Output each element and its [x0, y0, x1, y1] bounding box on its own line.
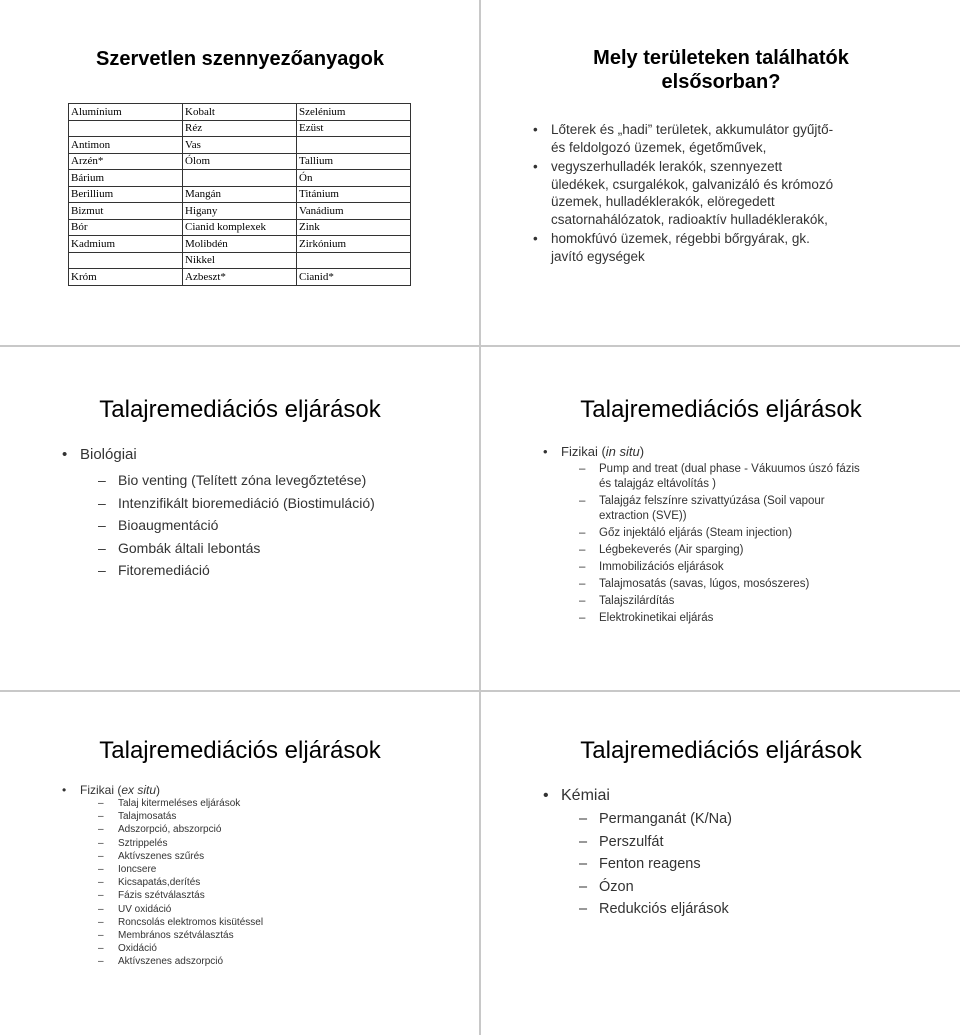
title-line: elsősorban? — [661, 71, 781, 93]
table-cell — [297, 137, 411, 154]
bullet-line: • vegyszerhulladék lerakók, szennyezett — [551, 159, 783, 174]
slide-physical-ex-situ — [0, 691, 480, 1035]
bullet-item — [539, 785, 949, 921]
table-cell — [297, 252, 411, 269]
sub-item: – Talajmosatás (savas, lúgos, mosószeres) — [579, 577, 960, 592]
bullet-italic: in situ — [605, 444, 640, 459]
sub-item: – Intenzifikált bioremediáció (Biostimuláció) — [98, 492, 486, 515]
bullet-end: ) — [639, 444, 645, 459]
table-cell: Ezüst — [297, 120, 411, 137]
sub-item: – Gőz injektáló eljárás (Steam injection) — [579, 526, 960, 541]
bullet-italic: ex situ — [121, 783, 157, 797]
bullet-label: • Biológiai — [80, 446, 137, 463]
sub-item: – Permanganát (K/Na) — [579, 808, 960, 831]
table-cell: Titánium — [297, 186, 411, 203]
table-cell — [69, 252, 183, 269]
sub-item: – Gombák általi lebontás — [98, 537, 486, 560]
sub-item: – Fitoremediáció — [98, 559, 486, 582]
table-cell: Króm — [69, 269, 183, 286]
bullet-text: Fizikai ( — [561, 444, 606, 459]
bullet-item — [529, 158, 949, 228]
sub-item: – Elektrokinetikai eljárás — [579, 611, 960, 626]
sub-item: – Talaj kitermeléses eljárások — [98, 797, 486, 810]
bullet-text: Fizikai ( — [80, 783, 122, 797]
bullet-line: • Lőterek és „hadi” területek, akkumulátor gyűjtő- — [551, 122, 834, 137]
sub-item — [579, 462, 960, 492]
table-cell: Vanádium — [297, 203, 411, 220]
table-cell: Bór — [69, 219, 183, 236]
table-cell: Kobalt — [183, 104, 297, 121]
method-list — [58, 782, 468, 969]
table-cell: Azbeszt* — [183, 269, 297, 286]
table-cell: Vas — [183, 137, 297, 154]
table-cell: Ón — [297, 170, 411, 187]
method-list — [58, 445, 468, 582]
table-cell: Cianid* — [297, 269, 411, 286]
sub-item — [579, 494, 960, 524]
sub-list — [579, 808, 960, 921]
method-list — [539, 443, 949, 626]
sub-list — [98, 469, 486, 582]
table-cell — [183, 170, 297, 187]
sub-item: – Aktívszenes adszorpció — [98, 955, 486, 968]
table-cell: Réz — [183, 120, 297, 137]
slide-inorganic-pollutants — [0, 0, 480, 346]
sub-item: – Ózon — [579, 876, 960, 899]
table-row — [69, 137, 411, 154]
table-cell: Kadmium — [69, 236, 183, 253]
sub-item: – Roncsolás elektromos kisütéssel — [98, 916, 486, 929]
sub-item-line: – Pump and treat (dual phase - Vákuumos úszó fázis — [599, 463, 860, 475]
table-cell: Bárium — [69, 170, 183, 187]
table-cell: Zink — [297, 219, 411, 236]
table-row — [69, 203, 411, 220]
bullet-label — [80, 782, 468, 798]
slide-title — [481, 46, 960, 94]
sub-item: – Fázis szétválasztás — [98, 889, 486, 902]
sub-item: – Membrános szétválasztás — [98, 929, 486, 942]
table-row — [69, 120, 411, 137]
table-cell: Nikkel — [183, 252, 297, 269]
slide-title: Talajremediációs eljárások — [580, 737, 862, 764]
bullet-line: javító egységek — [551, 248, 645, 264]
sub-item: – Fenton reagens — [579, 853, 960, 876]
bullet-line: és feldolgozó üzemek, égetőművek, — [551, 139, 767, 155]
sub-item: – Oxidáció — [98, 942, 486, 955]
bullet-label: • Kémiai — [561, 787, 610, 804]
table-row — [69, 153, 411, 170]
slide-title: Talajremediációs eljárások — [99, 396, 381, 423]
method-list — [539, 785, 949, 921]
slide-locations — [480, 0, 960, 346]
sub-item-line: – Talajgáz felszínre szivattyúzása (Soil vapour — [599, 495, 825, 507]
sub-list — [98, 797, 486, 969]
bullet-item — [539, 443, 949, 626]
bullet-end: ) — [156, 783, 161, 797]
sub-item-line: extraction (SVE)) — [599, 510, 687, 522]
sub-item: – Kicsapatás,derítés — [98, 876, 486, 889]
table-cell: Mangán — [183, 186, 297, 203]
table-row — [69, 269, 411, 286]
table-cell: Antimon — [69, 137, 183, 154]
sub-item: – Immobilizációs eljárások — [579, 560, 960, 575]
slide-title: Talajremediációs eljárások — [99, 737, 381, 764]
slide-physical-in-situ — [480, 346, 960, 691]
table-cell: Bizmut — [69, 203, 183, 220]
table-row — [69, 252, 411, 269]
sub-item: – Redukciós eljárások — [579, 898, 960, 921]
sub-item: – Bio venting (Telített zóna levegőztetése) — [98, 469, 486, 492]
bullet-item — [529, 121, 949, 156]
table-cell: Berillium — [69, 186, 183, 203]
table-cell: Tallium — [297, 153, 411, 170]
table-row — [69, 219, 411, 236]
bullet-label — [561, 443, 949, 461]
location-bullets — [529, 121, 949, 265]
bullet-item — [58, 445, 468, 582]
slide-title: Talajremediációs eljárások — [580, 396, 862, 423]
table-cell: Szelénium — [297, 104, 411, 121]
sub-item-line: és talajgáz eltávolítás ) — [599, 478, 716, 490]
slide-biological-methods — [0, 346, 480, 691]
bullet-line: üzemek, hulladéklerakók, elöregedett — [551, 194, 775, 209]
sub-item: – Légbekeverés (Air sparging) — [579, 543, 960, 558]
table-row — [69, 236, 411, 253]
table-row — [69, 104, 411, 121]
table-cell: Zirkónium — [297, 236, 411, 253]
table-row — [69, 186, 411, 203]
table-row — [69, 170, 411, 187]
bullet-item — [58, 782, 468, 969]
sub-list — [579, 462, 960, 626]
bullet-line: csatornahálózatok, radioaktív hulladéklerakók, — [551, 211, 828, 227]
bullet-item — [529, 230, 949, 265]
table-cell: Alumínium — [69, 104, 183, 121]
table-cell: Cianid komplexek — [183, 219, 297, 236]
sub-item: – Perszulfát — [579, 831, 960, 854]
sub-item: – Adszorpció, abszorpció — [98, 823, 486, 836]
table-cell: Higany — [183, 203, 297, 220]
element-table — [68, 103, 411, 286]
sub-item: – Sztrippelés — [98, 837, 486, 850]
sub-item: – Talajszilárdítás — [579, 594, 960, 609]
bullet-line: üledékek, csurgalékok, galvanizáló és krómozó — [551, 176, 834, 192]
sub-item: – Ioncsere — [98, 863, 486, 876]
table-cell: Arzén* — [69, 153, 183, 170]
sub-item: – Bioaugmentáció — [98, 514, 486, 537]
bullet-line: • homokfúvó üzemek, régebbi bőrgyárak, gk. — [551, 231, 810, 246]
table-cell: Molibdén — [183, 236, 297, 253]
slide-title: Szervetlen szennyezőanyagok — [96, 48, 384, 70]
table-cell — [69, 120, 183, 137]
sub-item: – Aktívszenes szűrés — [98, 850, 486, 863]
sub-item: – Talajmosatás — [98, 810, 486, 823]
slide-chemical-methods — [480, 691, 960, 1035]
table-cell: Ólom — [183, 153, 297, 170]
sub-item: – UV oxidáció — [98, 903, 486, 916]
title-line: Mely területeken találhatók — [593, 47, 849, 69]
